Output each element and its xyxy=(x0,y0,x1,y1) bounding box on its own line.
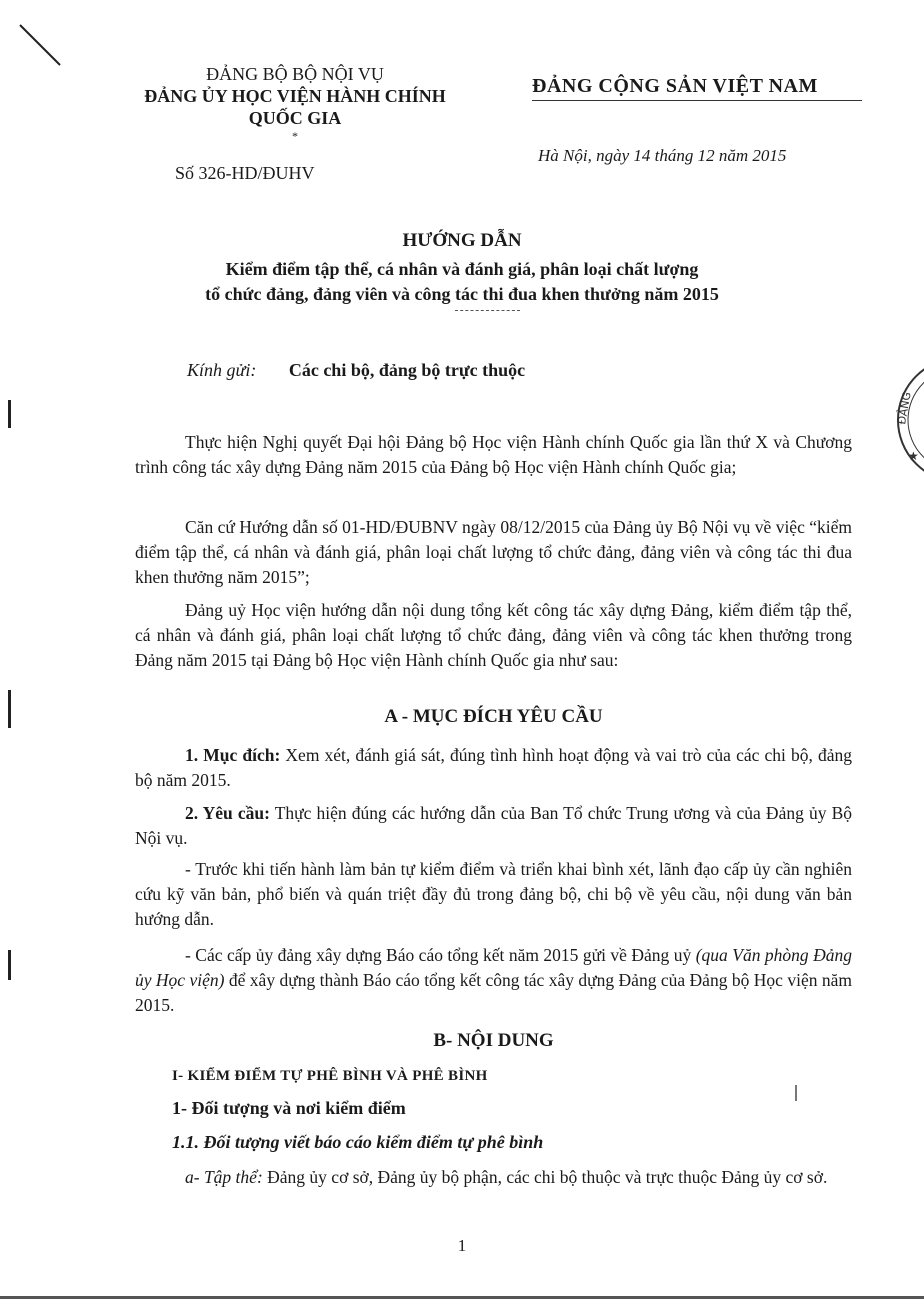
section-b-subheading-1-1: 1.1. Đối tượng viết báo cáo kiểm điểm tự phê bình xyxy=(172,1132,544,1152)
salutation xyxy=(187,360,525,381)
svg-text:★: ★ xyxy=(908,449,919,463)
title-divider xyxy=(455,310,520,311)
org-line-1: ĐẢNG BỘ BỘ NỘI VỤ xyxy=(206,64,384,84)
salutation-label: Kính gửi: xyxy=(187,360,257,380)
star-mark: * xyxy=(292,129,298,143)
subtitle-line-1: Kiểm điểm tập thể, cá nhân và đánh giá, phân loại chất lượng xyxy=(225,259,699,279)
place-date: Hà Nội, ngày 14 tháng 12 năm 2015 xyxy=(538,146,787,165)
intro-paragraph-1: Thực hiện Nghị quyết Đại hội Đảng bộ Học viện Hành chính Quốc gia lần thứ X và Chương trình công tác xây dựng Đảng năm 2015 của Đảng bộ Học viện Hành chính Quốc gia; xyxy=(135,432,852,477)
section-b-subheading-i: I- KIỂM ĐIỂM TỰ PHÊ BÌNH VÀ PHÊ BÌNH xyxy=(172,1068,488,1084)
subtitle-line-2: tổ chức đảng, đảng viên và công tác thi đua khen thưởng năm 2015 xyxy=(205,284,719,304)
scan-slash-mark xyxy=(10,10,70,70)
scan-bottom-edge xyxy=(0,1296,924,1299)
item-1-label: 1. Mục đích: xyxy=(185,745,281,765)
section-a-item-2 xyxy=(135,801,852,851)
section-a-heading: A - MỤC ĐÍCH YÊU CẦU xyxy=(384,706,603,727)
item-1-text: Xem xét, đánh giá sát, đúng tình hình hoạt động và vai trò của các chi bộ, đảng bộ năm 2015. xyxy=(135,745,852,790)
bullet-2-start: - Các cấp ủy đảng xây dựng Báo cáo tổng kết năm 2015 gửi về Đảng uỷ xyxy=(185,945,696,965)
bullet-2-end: để xây dựng thành Báo cáo tổng kết công tác xây dựng Đảng của Đảng bộ Học viện năm 2015. xyxy=(135,970,852,1015)
document-title: HƯỚNG DẪN xyxy=(402,230,522,251)
org-line-2: ĐẢNG ỦY HỌC VIỆN HÀNH CHÍNH xyxy=(144,86,446,106)
item-a-label: a- Tập thể: xyxy=(185,1167,263,1187)
svg-text:ĐẢNG: ĐẢNG xyxy=(895,390,914,426)
item-2-label: 2. Yêu cầu: xyxy=(185,803,270,823)
section-a-bullet-2 xyxy=(135,943,852,1018)
item-a-text: Đảng ủy cơ sở, Đảng ủy bộ phận, các chi bộ thuộc và trực thuộc Đảng ủy cơ sở. xyxy=(262,1167,828,1187)
party-name: ĐẢNG CỘNG SẢN VIỆT NAM xyxy=(532,75,818,97)
document-number: Số 326-HD/ĐUHV xyxy=(175,163,315,183)
intro-paragraph-3: Đảng uỷ Học viện hướng dẫn nội dung tổng kết công tác xây dựng Đảng, kiểm điểm tập thể, cá nhân và đánh giá, phân loại chất lượng tổ chức đảng, đảng viên và công tác khen thưởng trong Đảng năm 2015 tại Đảng bộ Học viện Hành chính Quốc gia như sau: xyxy=(135,600,852,670)
section-b-heading: B- NỘI DUNG xyxy=(433,1030,554,1051)
section-b-item-a xyxy=(135,1165,852,1190)
org-line-3: QUỐC GIA xyxy=(248,108,342,128)
scan-speck xyxy=(795,1085,797,1101)
section-a-bullet-1: - Trước khi tiến hành làm bản tự kiểm điểm và triển khai bình xét, lãnh đạo cấp ủy cần nghiên cứu kỹ văn bản, phổ biến và quán triệt đầy đủ trong đảng bộ, chi bộ về yêu cầu, nội dung văn bản hướng dẫn. xyxy=(135,859,852,929)
party-underline xyxy=(532,100,862,101)
intro-paragraph-2: Căn cứ Hướng dẫn số 01-HD/ĐUBNV ngày 08/12/2015 của Đảng ủy Bộ Nội vụ về việc “kiểm điểm tập thể, cá nhân và đánh giá, phân loại chất lượng tổ chức đảng, đảng viên và công tác thi đua khen thưởng năm 2015”; xyxy=(135,517,852,587)
scan-edge-mark xyxy=(8,400,11,428)
section-a-item-1 xyxy=(135,743,852,793)
bullet-2-italic: (qua Văn phòng Đảng ủy Học viện) xyxy=(135,945,852,990)
scan-edge-mark xyxy=(8,950,11,980)
scan-edge-mark xyxy=(8,690,11,728)
salutation-recipients: Các chi bộ, đảng bộ trực thuộc xyxy=(288,360,526,380)
page-number: 1 xyxy=(457,1236,467,1255)
seal-stamp-partial xyxy=(890,355,924,485)
document-subtitle xyxy=(0,257,924,307)
header-org-block xyxy=(65,63,525,143)
item-2-text: Thực hiện đúng các hướng dẫn của Ban Tổ chức Trung ương và của Đảng ủy Bộ Nội vụ. xyxy=(135,803,852,848)
section-b-subheading-1: 1- Đối tượng và nơi kiểm điểm xyxy=(172,1098,406,1118)
